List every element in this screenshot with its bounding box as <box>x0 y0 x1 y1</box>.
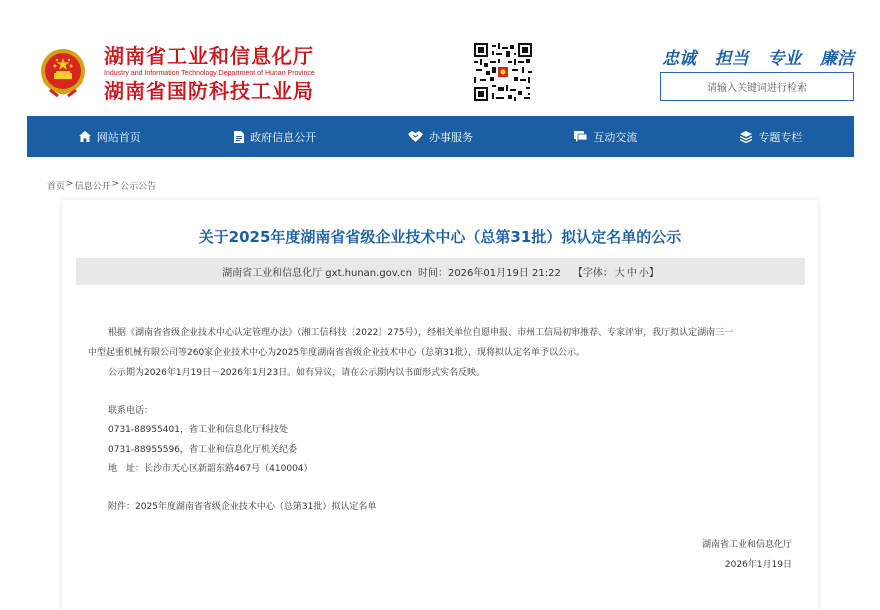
article-meta <box>76 258 805 285</box>
slogan-word: 专业 <box>767 49 802 69</box>
article-source: 湖南省工业和信息化厅 gxt.hunan.gov.cn <box>222 268 412 279</box>
site-title[interactable] <box>104 44 315 103</box>
breadcrumb-announcement[interactable]: 公示公告 <box>120 182 157 192</box>
contact-label: 联系电话： <box>108 406 154 416</box>
contact-line: 0731-88955596，省工业和信息化厅机关纪委 <box>108 445 297 455</box>
time-label: 时间： <box>417 268 448 279</box>
nav-label: 专题专栏 <box>758 130 803 144</box>
breadcrumb-separator: > <box>111 179 120 189</box>
nav-item-services[interactable] <box>358 116 523 157</box>
qr-code-icon <box>474 43 532 101</box>
site-header <box>0 0 880 116</box>
font-size-label: 【字体： <box>572 268 613 279</box>
breadcrumb-separator: > <box>66 179 74 189</box>
document-icon <box>234 131 244 143</box>
breadcrumb-home[interactable]: 首页 <box>47 182 66 192</box>
attachment-link[interactable]: 附件：2025年度湖南省省级企业技术中心（总第31批）拟认定名单 <box>108 502 377 512</box>
font-size-close: 】 <box>648 268 659 279</box>
home-icon <box>79 131 91 142</box>
sign-date: 2026年1月19日 <box>724 560 792 570</box>
nav-item-home[interactable] <box>27 116 192 157</box>
site-title-english: Industry and Information Technology Department of Hunan Province <box>104 70 315 77</box>
paragraph-line: 根据《湖南省省级企业技术中心认定管理办法》（湘工信科技〔2022〕275号），经相关单位自愿申报、市州工信局初审推荐、专家评审，我厅拟认定湖南三一 <box>108 328 734 338</box>
nav-item-topics[interactable] <box>689 116 854 157</box>
sign-organization: 湖南省工业和信息化厅 <box>701 540 792 550</box>
paragraph-line: 中型起重机械有限公司等260家企业技术中心为2025年度湖南省省级企业技术中心（总第31批），现将拟认定名单予以公示。 <box>88 348 586 358</box>
font-size-medium[interactable]: 中 <box>626 268 637 279</box>
font-size-large[interactable]: 大 <box>614 268 625 279</box>
search-input[interactable] <box>660 72 854 101</box>
contact-line: 0731-88955401，省工业和信息化厅科技处 <box>108 425 288 435</box>
nav-label: 办事服务 <box>429 130 474 144</box>
breadcrumb-info-public[interactable]: 信息公开 <box>74 182 111 192</box>
main-nav <box>27 116 854 157</box>
layers-icon <box>740 131 752 143</box>
slogan-word: 担当 <box>714 49 749 69</box>
national-emblem-icon[interactable] <box>36 46 90 100</box>
site-title-primary: 湖南省工业和信息化厅 <box>104 44 314 68</box>
breadcrumb <box>47 179 156 192</box>
nav-label: 政府信息公开 <box>250 130 317 144</box>
slogan-word: 忠诚 <box>662 49 696 69</box>
nav-item-gov-info[interactable] <box>192 116 357 157</box>
font-size-small[interactable]: 小 <box>638 268 649 279</box>
article-time: 2026年01月19日 21:22 <box>447 268 561 279</box>
paragraph-line: 公示期为2026年1月19日－2026年1月23日。如有异议，请在公示期内以书面形式实名反映。 <box>108 368 486 378</box>
slogan <box>662 44 854 69</box>
article-title: 关于2025年度湖南省省级企业技术中心（总第31批）拟认定名单的公示 <box>198 228 682 246</box>
handshake-icon <box>408 131 423 142</box>
nav-item-interaction[interactable] <box>523 116 688 157</box>
article-panel <box>62 200 818 610</box>
site-title-secondary: 湖南省国防科技工业局 <box>104 79 314 103</box>
nav-label: 网站首页 <box>96 130 141 144</box>
slogan-word: 廉洁 <box>819 49 854 69</box>
address-line: 地 址：长沙市天心区新韶东路467号（410004） <box>108 464 313 474</box>
chat-icon <box>574 131 587 143</box>
search-placeholder: 请输入关键词进行检索 <box>707 83 807 94</box>
nav-label: 互动交流 <box>593 130 638 144</box>
